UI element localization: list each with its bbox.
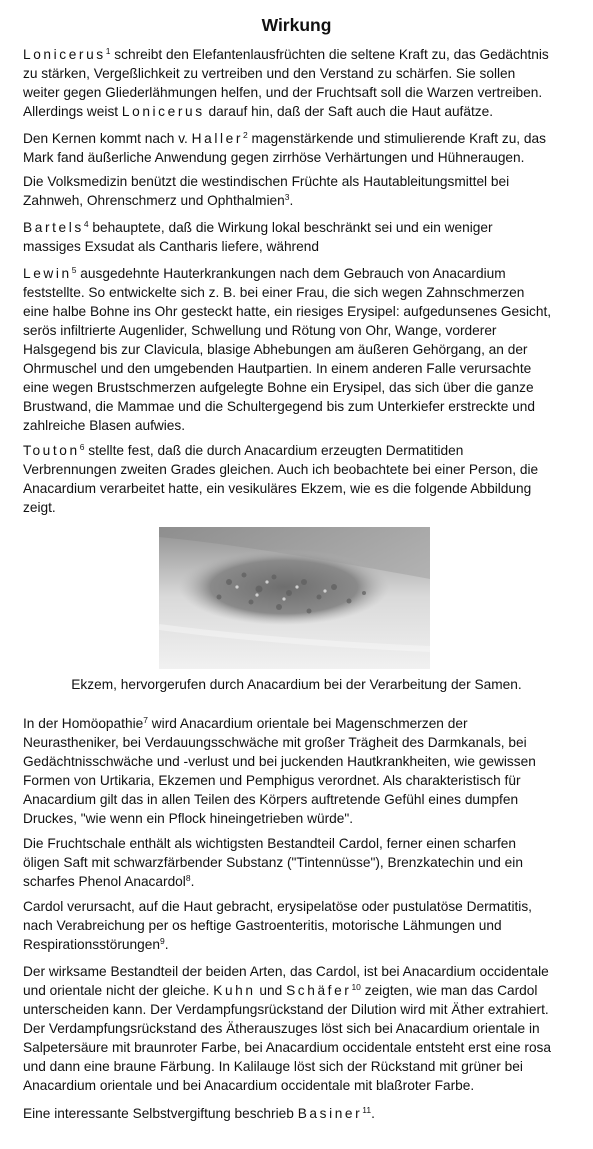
text-run: . xyxy=(190,874,195,889)
author-name: Basiner xyxy=(297,1106,363,1121)
text-line xyxy=(23,148,571,167)
text-line xyxy=(23,1038,571,1057)
text-run: nach Verabreichung per os heftige Gastroenteritis, motorische Lähmungen und xyxy=(23,918,502,933)
text-run: zeigten, wie man das Cardol xyxy=(360,983,538,998)
text-run: Respirationsstörungen xyxy=(23,937,160,952)
paragraph xyxy=(23,172,571,210)
text-run: . xyxy=(289,193,294,208)
text-line xyxy=(23,340,571,359)
text-line xyxy=(23,283,571,302)
text-run: feststellte. So entwickelte sich z. B. bei einer Frau, die sich wegen Zahnschmerzen xyxy=(23,285,525,300)
text-run: Neurastheniker, bei Verdauungsschwäche mit großer Trägheit des Darmkanals, bei xyxy=(23,735,527,750)
text-line xyxy=(23,83,571,102)
text-line xyxy=(23,872,571,891)
text-line xyxy=(23,191,571,210)
text-run: Cardol verursacht, auf die Haut gebracht, erysipelatöse oder pustulatöse Dermatitis, xyxy=(23,899,532,914)
text-line xyxy=(23,714,571,733)
text-line xyxy=(23,935,571,954)
text-line xyxy=(23,834,571,853)
text-run: öligen Saft mit schwarzfärbender Substanz ("Tintennüsse"), Brenzkatechin und ein xyxy=(23,855,523,870)
footnote-ref: 4 xyxy=(83,219,89,229)
footnote-ref: 1 xyxy=(105,46,111,56)
text-line xyxy=(23,218,571,237)
text-line xyxy=(23,397,571,416)
paragraph xyxy=(23,962,571,1095)
text-run: und xyxy=(255,983,287,998)
text-line xyxy=(23,378,571,397)
text-run: unterscheiden kann. Der Verdampfungsrückstand der Dilution wird mit Äther extrahiert. xyxy=(23,1002,549,1017)
text-run: Den Kernen kommt nach v. xyxy=(23,131,192,146)
text-run: Mark fand äußerliche Anwendung gegen zirrhöse Verhärtungen und Hühneraugen. xyxy=(23,150,525,165)
text-run: darauf hin, daß der Saft auch die Haut aufätze. xyxy=(204,104,494,119)
paragraph xyxy=(23,129,571,167)
text-run: Salpetersäure mit braunroter Farbe, bei Anacardium occidentale entsteht erst eine rosa xyxy=(23,1040,552,1055)
text-run: zeigt. xyxy=(23,500,56,515)
text-line xyxy=(23,752,571,771)
text-line xyxy=(23,102,571,121)
text-line xyxy=(23,771,571,790)
text-run: Formen von Urtikaria, Ekzemen und Pemphigus verordnet. Als charakteristisch für xyxy=(23,773,521,788)
paragraph xyxy=(23,441,571,517)
eczema-photo xyxy=(159,527,430,669)
text-line xyxy=(23,441,571,460)
paragraph xyxy=(23,834,571,891)
footnote-ref: 11 xyxy=(362,1105,372,1115)
text-line xyxy=(23,45,571,64)
text-run: schreibt den Elefantenlausfrüchten die seltene Kraft zu, das Gedächtnis xyxy=(110,47,549,62)
text-line xyxy=(23,237,571,256)
text-run: . xyxy=(164,937,169,952)
text-run: weiter gegen Gliederlähmungen helfen, und der Fruchtsaft soll die Warzen vertreiben. xyxy=(23,85,543,100)
footnote-ref: 6 xyxy=(79,442,85,452)
text-run: ausgedehnte Hauterkrankungen nach dem Gebrauch von Anacardium xyxy=(76,266,506,281)
section-heading: Wirkung xyxy=(261,15,332,35)
text-run: Druckes, "wie wenn ein Pflock hineingetrieben würde". xyxy=(23,811,354,826)
text-run: magenstärkende und stimulierende Kraft zu, das xyxy=(247,131,546,146)
paragraph xyxy=(23,218,571,256)
text-run: Der wirksame Bestandteil der beiden Arten, das Cardol, ist bei Anacardium occidentale xyxy=(23,964,549,979)
text-line xyxy=(23,981,571,1000)
text-line xyxy=(23,790,571,809)
text-run: und orientale nicht der gleiche. xyxy=(23,983,214,998)
text-line xyxy=(23,302,571,321)
text-run: und dann eine braune Färbung. In Kalilauge löst sich der Rückstand mit grüner bei xyxy=(23,1059,523,1074)
author-name: Kuhn xyxy=(213,983,256,998)
text-line xyxy=(23,172,571,191)
text-run: serös infiltrierte Augenlider, Schwellung und Rötung von Ohr, Wange, vorderer xyxy=(23,323,497,338)
footnote-ref: 2 xyxy=(243,130,248,140)
text-run: behauptete, daß die Wirkung lokal beschränkt sei und ein weniger xyxy=(88,220,493,235)
text-line xyxy=(23,498,571,517)
text-run: Ohrmuschel und den umgebenden Hautpartien. In einem anderen Falle verursachte xyxy=(23,361,532,376)
text-line xyxy=(23,1057,571,1076)
text-line xyxy=(23,129,571,148)
text-line xyxy=(23,479,571,498)
author-name: Schäfer xyxy=(286,983,352,998)
footnote-ref: 7 xyxy=(143,715,148,725)
text-line xyxy=(23,809,571,828)
text-run: massiges Exsudat als Cantharis liefere, während xyxy=(23,239,319,254)
arm-photo-graphic xyxy=(159,527,430,669)
text-line xyxy=(23,1076,571,1095)
text-run: zu stärken, Vergeßlichkeit zu vertreiben und den Verstand zu schärfen. Sie sollen xyxy=(23,66,516,81)
author-name: Lonicerus xyxy=(121,104,205,119)
footnote-ref: 8 xyxy=(185,873,191,883)
text-line xyxy=(23,1019,571,1038)
text-line xyxy=(23,321,571,340)
text-line xyxy=(23,460,571,479)
text-line xyxy=(23,962,571,981)
text-line xyxy=(23,916,571,935)
text-line xyxy=(23,897,571,916)
text-line xyxy=(23,359,571,378)
text-line xyxy=(23,416,571,435)
text-run: . xyxy=(371,1106,375,1121)
text-run: Gedächtnisschwäche und -verlust und bei juckenden Hautkrankheiten, wie gewissen xyxy=(23,754,536,769)
text-run: Der Verdampfungsrückstand des Ätherauszuges löst sich bei Anacardium orientale in xyxy=(23,1021,540,1036)
text-run: Anacardium orientale und bei Anacardium occidentale mit blaßroter Farbe. xyxy=(23,1078,475,1093)
footnote-ref: 10 xyxy=(351,982,361,992)
text-run: stellte fest, daß die durch Anacardium erzeugten Dermatitiden xyxy=(84,443,464,458)
footnote-ref: 9 xyxy=(159,936,165,946)
text-run: eine halbe Bohne ins Ohr gesteckt hatte, ein riesiges Erysipel: aufgedunsenes Gesicht, xyxy=(23,304,552,319)
footnote-ref: 5 xyxy=(71,265,77,275)
text-line xyxy=(23,1104,571,1123)
author-name: Lewin xyxy=(23,266,72,281)
figure-caption: Ekzem, hervorgerufen durch Anacardium bei der Verarbeitung der Samen. xyxy=(71,677,522,692)
text-run: Zahnweh, Ohrenschmerz und Ophthalmien xyxy=(23,193,285,208)
text-run: Allerdings weist xyxy=(23,104,122,119)
paragraph xyxy=(23,45,571,121)
text-line xyxy=(23,64,571,83)
text-run: Halsgegend bis zur Clavicula, blasige Abhebungen am äußeren Gehörgang, an der xyxy=(23,342,528,357)
text-run: Die Fruchtschale enthält als wichtigsten Bestandteil Cardol, ferner einen scharfen xyxy=(23,836,517,851)
paragraph xyxy=(23,897,571,954)
text-run: Brustwand, die Mammae und die Schultergegend bis zum Unterkiefer erstreckte und xyxy=(23,399,536,414)
text-run: zahlreiche Blasen aufwies. xyxy=(23,418,186,433)
paragraph xyxy=(23,264,571,435)
text-run: In der Homöopathie xyxy=(23,716,144,731)
text-run: Anacardium gilt das in allen Teilen des Körpers auftretende Gefühl eines dumpfen xyxy=(23,792,519,807)
footnote-ref: 3 xyxy=(284,192,290,202)
text-run: scharfes Phenol Anacardol xyxy=(23,874,186,889)
text-line xyxy=(23,853,571,872)
text-run: Anacardium verarbeitet hatte, ein vesikuläres Ekzem, wie es die folgende Abbildung xyxy=(23,481,532,496)
text-line xyxy=(23,1000,571,1019)
paragraph xyxy=(23,714,571,828)
author-name: Haller xyxy=(191,131,243,146)
text-run: Die Volksmedizin benützt die westindischen Früchte als Hautableitungsmittel bei xyxy=(23,174,510,189)
author-name: Touton xyxy=(23,443,80,458)
paragraph xyxy=(23,1104,571,1123)
author-name: Lonicerus xyxy=(23,47,106,62)
text-run: eine wegen Brustschmerzen aufgelegte Bohne ein Erysipel, das sich über die ganze xyxy=(23,380,534,395)
text-run: wird Anacardium orientale bei Magenschmerzen der xyxy=(147,716,468,731)
text-run: Eine interessante Selbstvergiftung beschrieb xyxy=(23,1106,298,1121)
text-line xyxy=(23,264,571,283)
author-name: Bartels xyxy=(23,220,84,235)
text-line xyxy=(23,733,571,752)
text-run: Verbrennungen zweiten Grades gleichen. Auch ich beobachtete bei einer Person, die xyxy=(23,462,539,477)
